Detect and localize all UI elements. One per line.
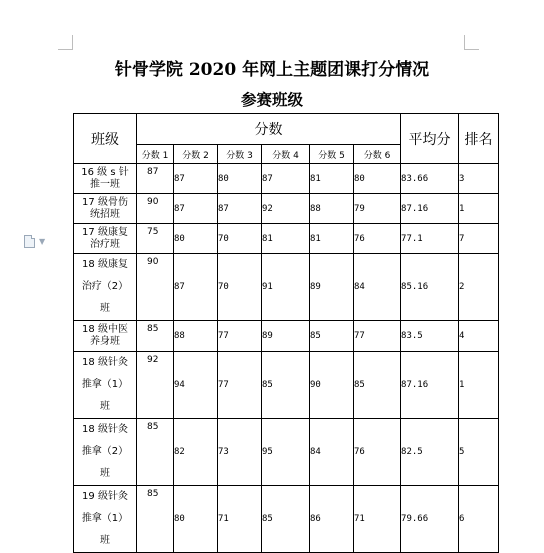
score-2-cell: 87 [174,254,218,321]
table-row [74,321,499,352]
class-name-cell [74,194,137,224]
score-2-cell: 87 [174,194,218,224]
header-row [74,114,499,145]
score-1-cell: 75 [137,224,174,254]
score-1-header: 分数 1 [137,145,174,164]
score-6-cell: 85 [354,352,401,419]
class-column-header: 班级 [74,114,137,164]
class-name-cell [74,419,137,486]
rank-cell: 6 [459,486,499,553]
score-4-cell: 85 [262,486,310,553]
class-name-line: 班 [100,468,110,479]
score-4-cell: 91 [262,254,310,321]
table-row [74,254,499,321]
score-5-cell: 85 [310,321,354,352]
score-5-cell: 89 [310,254,354,321]
score-6-header: 分数 6 [354,145,401,164]
score-5-cell: 81 [310,224,354,254]
scores-group-header: 分数 [137,114,401,145]
dropdown-arrow-icon: ▼ [39,237,46,246]
class-name-cell [74,352,137,419]
score-4-cell: 95 [262,419,310,486]
class-name-line: 班 [100,401,110,412]
score-2-cell: 87 [174,164,218,194]
rank-cell: 7 [459,224,499,254]
score-5-header: 分数 5 [310,145,354,164]
score-1-cell: 90 [137,254,174,321]
average-cell: 87.16 [401,194,459,224]
average-cell: 87.16 [401,352,459,419]
class-name-cell [74,486,137,553]
page-margin-mark-top-left [58,35,73,50]
rank-cell: 5 [459,419,499,486]
score-2-cell: 80 [174,224,218,254]
table-row [74,419,499,486]
score-4-cell: 81 [262,224,310,254]
document-subtitle: 参赛班级 [240,90,303,109]
score-5-cell: 90 [310,352,354,419]
clipboard-doc-icon [24,235,35,248]
paste-options-icon[interactable] [24,235,54,249]
class-name-line: 16 级 s 针 [81,166,129,178]
score-3-cell: 70 [218,254,262,321]
score-1-cell: 87 [137,164,174,194]
score-5-cell: 81 [310,164,354,194]
rank-column-header: 排名 [459,114,499,164]
class-name-line: 治疗（2） [81,281,129,292]
score-3-cell: 80 [218,164,262,194]
class-name-cell [74,254,137,321]
score-5-cell: 88 [310,194,354,224]
class-name-line: 养身班 [90,336,120,347]
class-name-line: 统招班 [90,208,120,220]
score-4-cell: 92 [262,194,310,224]
score-1-cell: 85 [137,321,174,352]
score-2-cell: 80 [174,486,218,553]
score-6-cell: 76 [354,419,401,486]
class-name-line: 推拿（1） [81,379,129,390]
score-4-cell: 85 [262,352,310,419]
score-5-cell: 84 [310,419,354,486]
score-table [73,113,499,553]
class-name-line: 17 级骨伤 [82,196,128,208]
average-cell: 77.1 [401,224,459,254]
class-name-line: 推一班 [90,178,120,190]
document-title: 针骨学院 2020 年网上主题团课打分情况 [114,60,430,80]
score-3-cell: 87 [218,194,262,224]
class-name-line: 18 级针灸 [82,424,128,435]
score-3-cell: 71 [218,486,262,553]
class-name-line: 班 [100,535,110,546]
score-3-cell: 70 [218,224,262,254]
score-2-cell: 94 [174,352,218,419]
score-2-cell: 88 [174,321,218,352]
score-6-cell: 79 [354,194,401,224]
table-row [74,224,499,254]
class-name-line: 推拿（2） [81,446,129,457]
page-margin-mark-top-right [464,35,479,50]
class-name-cell [74,224,137,254]
table-row [74,164,499,194]
class-name-cell [74,321,137,352]
class-name-line: 17 级康复 [82,226,128,238]
score-2-header: 分数 2 [174,145,218,164]
rank-cell: 4 [459,321,499,352]
score-6-cell: 71 [354,486,401,553]
score-5-cell: 86 [310,486,354,553]
score-4-header: 分数 4 [262,145,310,164]
score-2-cell: 82 [174,419,218,486]
score-3-header: 分数 3 [218,145,262,164]
class-name-line: 18 级中医 [82,324,128,336]
table-row [74,486,499,553]
rank-cell: 1 [459,194,499,224]
rank-cell: 2 [459,254,499,321]
score-1-cell: 90 [137,194,174,224]
average-cell: 85.16 [401,254,459,321]
average-cell: 83.66 [401,164,459,194]
rank-cell: 3 [459,164,499,194]
class-name-line: 19 级针灸 [82,491,128,502]
score-1-cell: 85 [137,486,174,553]
score-6-cell: 84 [354,254,401,321]
class-name-line: 18 级康复 [82,259,128,270]
class-name-line: 推拿（1） [81,513,129,524]
rank-cell: 1 [459,352,499,419]
table-row [74,352,499,419]
table-row [74,194,499,224]
score-3-cell: 77 [218,321,262,352]
score-1-cell: 85 [137,419,174,486]
class-name-cell [74,164,137,194]
class-name-line: 治疗班 [90,238,120,250]
score-6-cell: 76 [354,224,401,254]
class-name-line: 18 级针灸 [82,357,128,368]
score-4-cell: 87 [262,164,310,194]
score-3-cell: 77 [218,352,262,419]
score-6-cell: 80 [354,164,401,194]
score-3-cell: 73 [218,419,262,486]
average-cell: 83.5 [401,321,459,352]
score-4-cell: 89 [262,321,310,352]
average-column-header: 平均分 [401,114,459,164]
average-cell: 79.66 [401,486,459,553]
score-1-cell: 92 [137,352,174,419]
class-name-line: 班 [100,303,110,314]
score-6-cell: 77 [354,321,401,352]
average-cell: 82.5 [401,419,459,486]
